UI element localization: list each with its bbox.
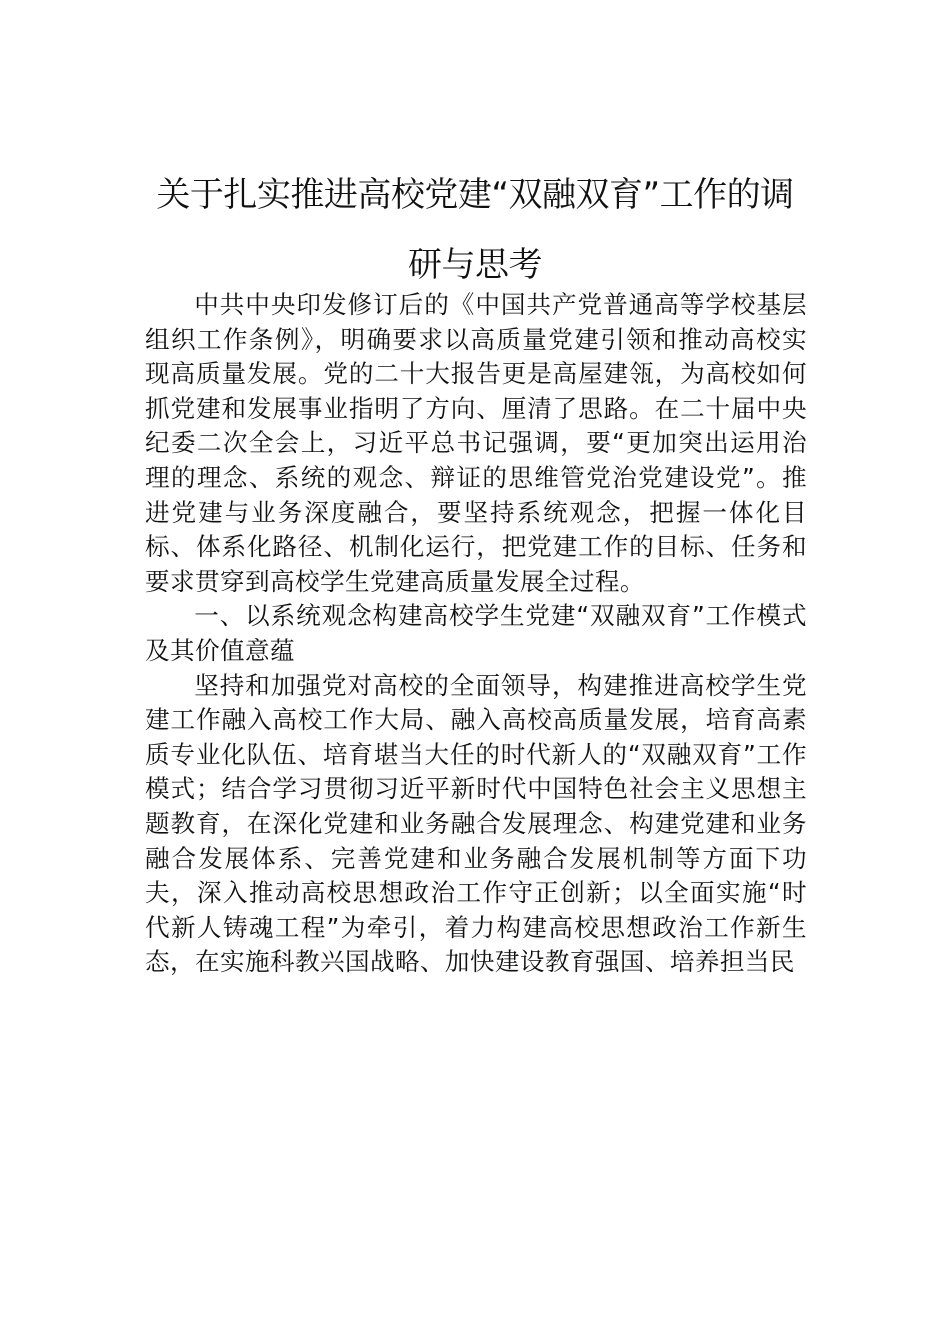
document-title: 关于扎实推进高校党建“双融双育”工作的调研与思考: [156, 175, 794, 285]
paragraph-section-1: 坚持和加强党对高校的全面领导，构建推进高校学生党建工作融入高校工作大局、融入高校高质量发展，培育高素质专业化队伍、培育堪当大任的时代新人的“双融双育”工作模式；结合学习贯彻习近平新时代中国特色社会主义思想主题教育，在深化党建和业务融合发展理念、构建党建和业务融合发展体系、完善党建和业务融合发展机制等方面下功夫，深入推动高校思想政治工作守正创新；以全面实施“时代新人铸魂工程”为牵引，着力构建高校思想政治工作新生态，在实施科教兴国战略、加快建设教育强国、培养担当民: [145, 670, 807, 977]
document-body: [145, 288, 807, 980]
paragraph-intro: 中共中央印发修订后的《中国共产党普通高等学校基层组织工作条例》，明确要求以高质量党建引领和推动高校实现高质量发展。党的二十大报告更是高屋建瓴，为高校如何抓党建和发展事业指明了方向、厘清了思路。在二十届中央纪委二次全会上，习近平总书记强调，要“更加突出运用治理的理念、系统的观念、辩证的思维管党治党建设党”。推进党建与业务深度融合，要坚持系统观念，把握一体化目标、体系化路径、机制化运行，把党建工作的目标、任务和要求贯穿到高校学生党建高质量发展全过程。: [145, 290, 807, 596]
section-heading-1: 一、以系统观念构建高校学生党建“双融双育”工作模式及其价值意蕴: [145, 601, 807, 665]
